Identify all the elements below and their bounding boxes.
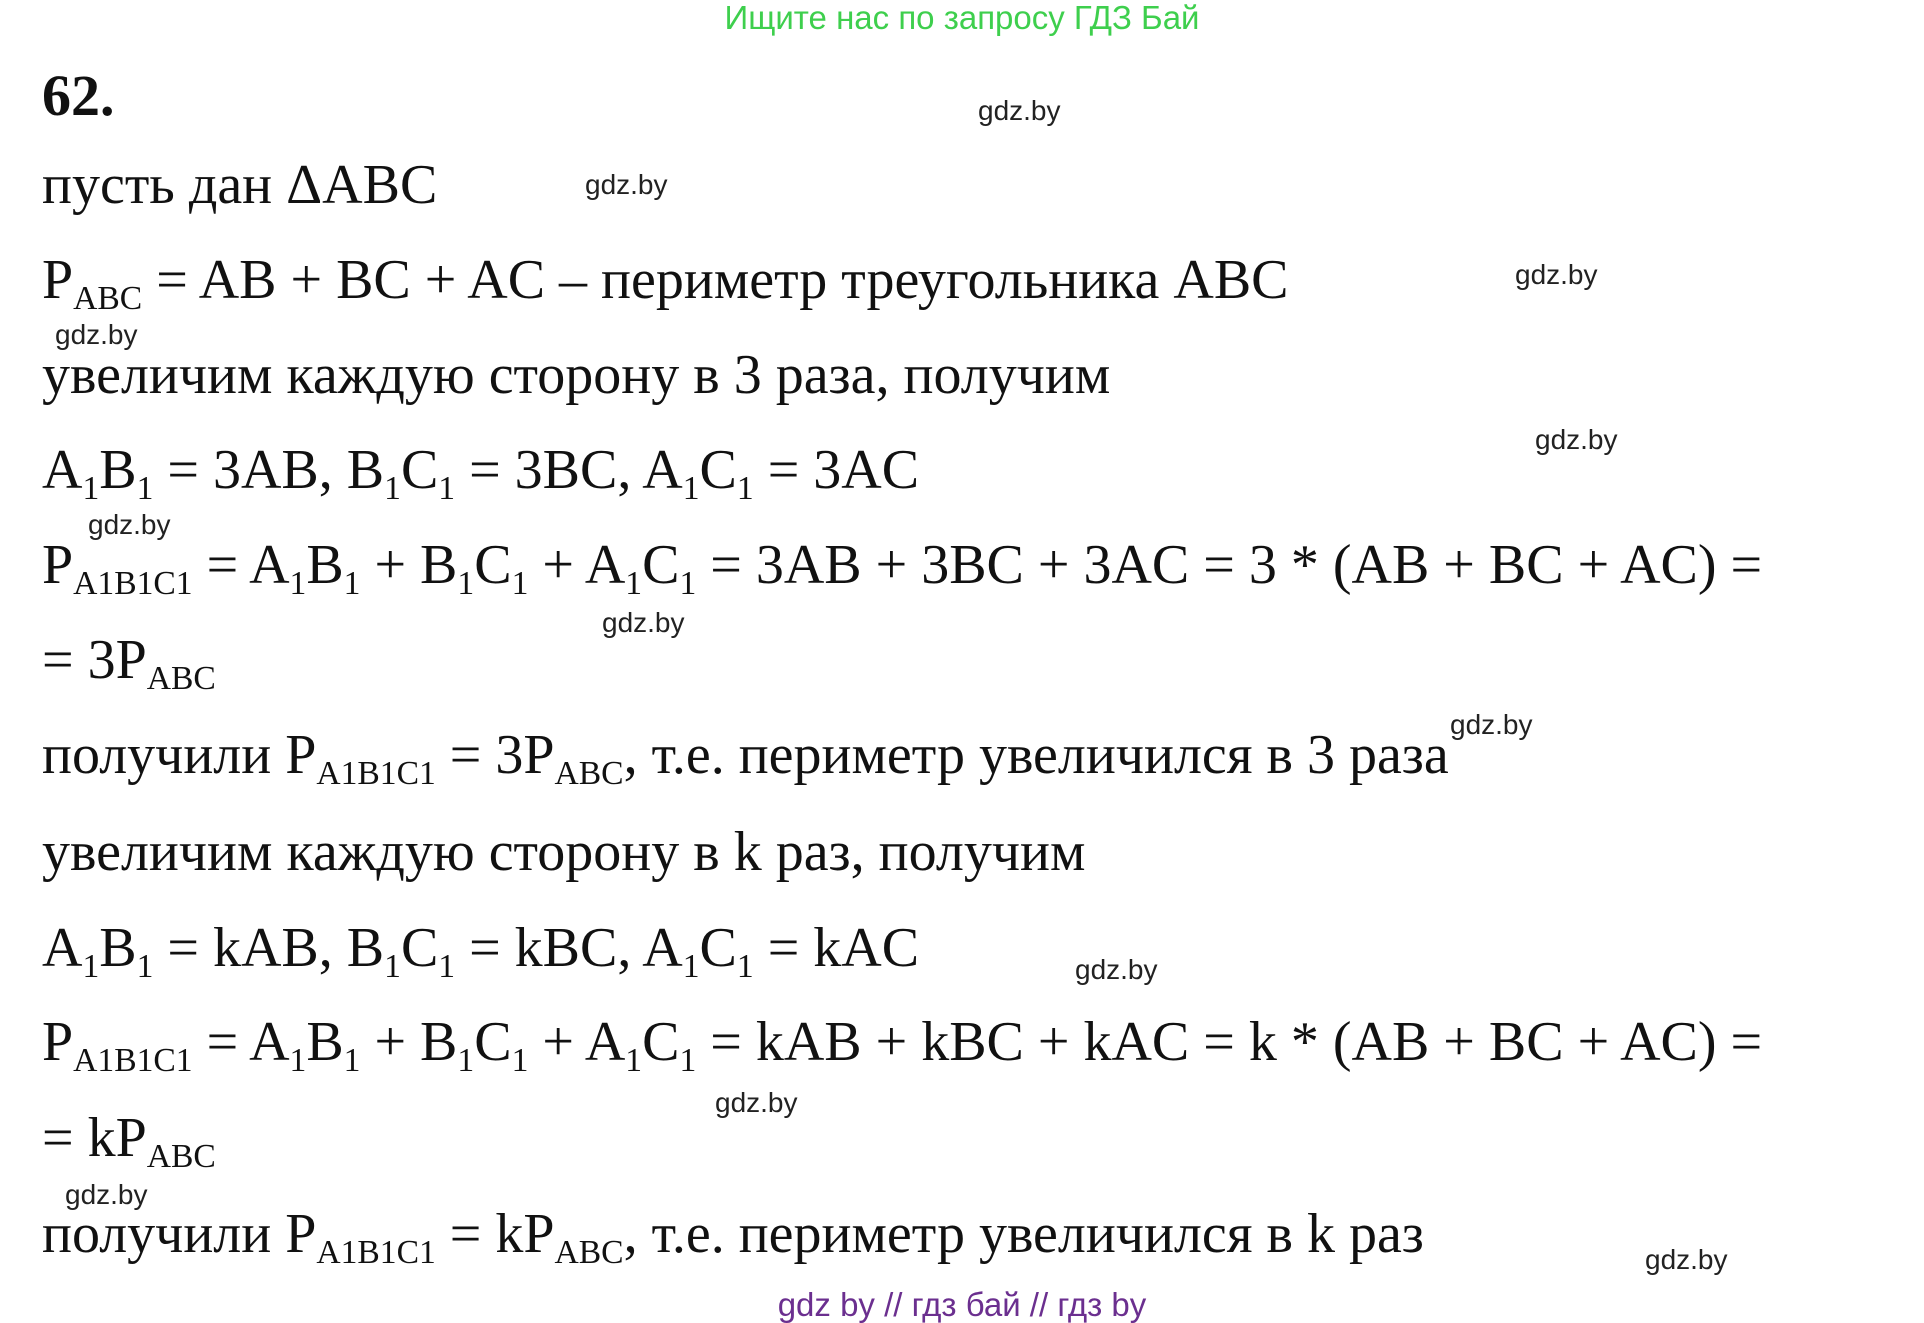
solution-line-6: = $3P_{ABC}$ — [42, 629, 216, 697]
solution-line-5: $P_{A1B1C1} = A_1B_1 + B_1C_1 + A_1C_1 = 3AB + 3BC + 3AC = 3 * (AB$ + BC + AC) = — [42, 534, 1763, 602]
watermark: gdz.by — [88, 509, 171, 540]
solution-line-8: увеличим каждую сторону в k раз, получим — [42, 821, 1086, 883]
solution-line-12: получили $P_{A1B1C1} = kP_{ABC}$, т.е. периметр увеличился в k раз — [42, 1203, 1424, 1271]
footer-links[interactable]: gdz by // гдз бай // гдз by — [777, 1286, 1147, 1323]
watermark: gdz.by — [1535, 424, 1618, 455]
watermark: gdz.by — [602, 607, 685, 638]
watermark: gdz.by — [1645, 1244, 1728, 1275]
solution-line-1: пусть дан ΔABC — [42, 154, 438, 216]
watermark: gdz.by — [978, 95, 1061, 126]
watermark: gdz.by — [65, 1179, 148, 1210]
watermark: gdz.by — [1075, 954, 1158, 985]
solution-line-11: = $kP_{ABC}$ — [42, 1107, 216, 1175]
problem-number: 62. — [42, 63, 115, 128]
solution-line-7: получили $P_{A1B1C1} = 3P_{ABC}$, т.е. периметр увеличился в 3 раза — [42, 724, 1449, 792]
watermark: gdz.by — [585, 169, 668, 200]
solution-line-3: увеличим каждую сторону в 3 раза, получим — [42, 344, 1111, 406]
watermark: gdz.by — [1515, 259, 1598, 290]
solution-line-4: $A_1B_1 = 3AB$, $B_1C_1 = 3BC$, $A_1C_1 = 3AC$ — [42, 439, 920, 507]
watermark: gdz.by — [1450, 709, 1533, 740]
header-banner: Ищите нас по запросу ГДЗ Бай — [724, 0, 1200, 36]
solution-line-10: $P_{A1B1C1} = A_1B_1 + B_1C_1 + A_1C_1$ = kAB + kBC + kAC = k * (AB + BC + AC) = — [42, 1011, 1763, 1079]
watermark: gdz.by — [715, 1087, 798, 1118]
watermark: gdz.by — [55, 319, 138, 350]
solution-line-9: $A_1B_1$ = kAB, $B_1C_1$ = kBC, $A_1C_1$ = kAC — [42, 917, 920, 985]
solution-line-2: $P_{ABC}$ = AB + BC + AC – периметр треугольника ABC — [42, 249, 1289, 317]
